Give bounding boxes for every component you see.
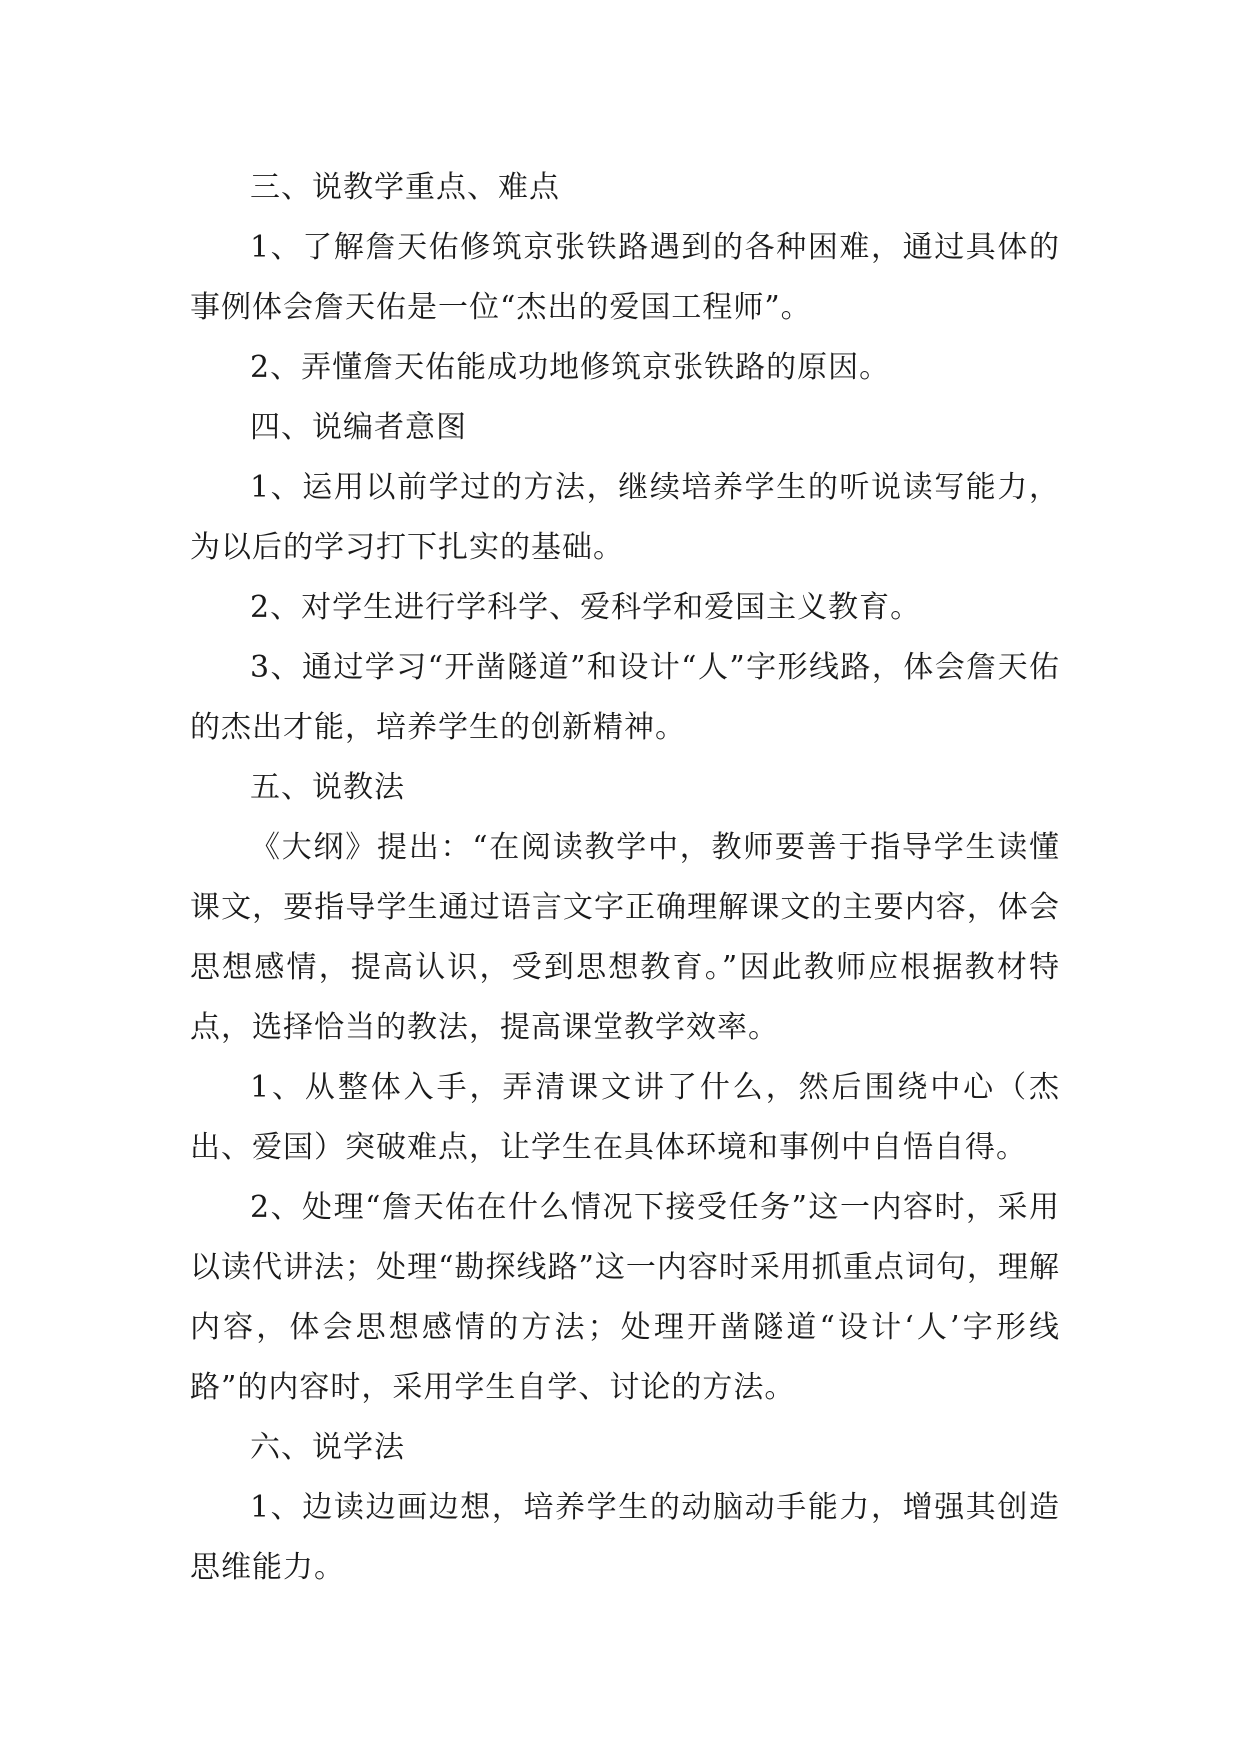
paragraph: 2、弄懂詹天佑能成功地修筑京张铁路的原因。	[250, 350, 891, 385]
paragraph: 《大纲》提出：“在阅读教学中，教师要善于指导学生读懂课文，要指导学生通过语言文字正确理解课文的主要内容，体会思想感情，提高认识，受到思想教育。”因此教师应根据教材特点，选择恰当的教法，提高课堂教学效率。	[190, 830, 1060, 1045]
paragraph: 1、运用以前学过的方法，继续培养学生的听说读写能力，为以后的学习打下扎实的基础。	[190, 470, 1060, 565]
section-heading-editor-intent: 四、说编者意图	[250, 410, 467, 445]
section-heading-key-points: 三、说教学重点、难点	[250, 170, 560, 205]
section-heading-teaching-methods: 五、说教法	[250, 770, 405, 805]
paragraph: 1、从整体入手，弄清课文讲了什么，然后围绕中心（杰出、爱国）突破难点，让学生在具体环境和事例中自悟自得。	[190, 1070, 1060, 1165]
paragraph: 1、边读边画边想，培养学生的动脑动手能力，增强其创造思维能力。	[190, 1490, 1060, 1585]
paragraph: 2、处理“詹天佑在什么情况下接受任务”这一内容时，采用以读代讲法；处理“勘探线路”这一内容时采用抓重点词句，理解内容，体会思想感情的方法；处理开凿隧道“设计‘人’字形线路”的内容时，采用学生自学、讨论的方法。	[190, 1190, 1060, 1405]
paragraph: 3、通过学习“开凿隧道”和设计“人”字形线路，体会詹天佑的杰出才能，培养学生的创新精神。	[190, 650, 1060, 745]
section-heading-learning-methods: 六、说学法	[250, 1430, 405, 1465]
paragraph: 1、了解詹天佑修筑京张铁路遇到的各种困难，通过具体的事例体会詹天佑是一位“杰出的爱国工程师”。	[190, 230, 1060, 325]
paragraph: 2、对学生进行学科学、爱科学和爱国主义教育。	[250, 590, 922, 625]
document-body	[190, 158, 1060, 1598]
